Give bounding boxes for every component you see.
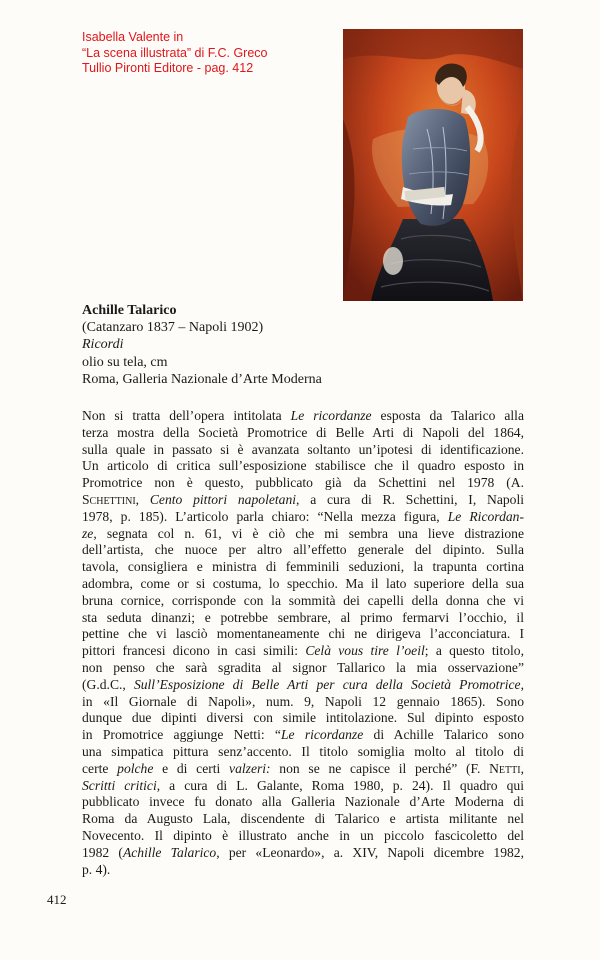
text-segment: e di certi (153, 760, 230, 776)
italic-text: polche (117, 760, 154, 776)
text-segment: sta seduta dinanzi; e potrebbe sembrare, al primo fermarvi l’occhio, il (82, 609, 524, 625)
italic-text: Sull’Esposizione di Belle Arti per cura della Società Promotrice (133, 676, 521, 692)
body-line (82, 828, 524, 845)
body-line (82, 744, 524, 761)
artwork-info (82, 302, 382, 388)
text-segment: una simpatica pittura senz’accento. Il titolo somiglia molto al titolo di (82, 743, 524, 759)
body-line (82, 509, 524, 526)
text-segment: dunque due dipinti diversi con simile intitolazione. Sul dipinto esposto (82, 710, 524, 726)
body-line (82, 576, 524, 593)
body-line (82, 643, 524, 660)
page-number: 412 (47, 892, 67, 907)
text-segment: non se ne capisce il perché” (F. (270, 760, 490, 776)
body-line (82, 677, 524, 694)
text-segment: Un articolo di critica sull’esposizione stabilisce che il quadro esposto in (82, 458, 524, 474)
text-segment: ; a questo titolo, (424, 643, 524, 659)
author-name: Netti (489, 760, 521, 776)
text-segment: , (520, 676, 524, 692)
text-segment: Non si tratta dell’opera intitolata (82, 408, 291, 423)
italic-text: Celà vous tire l’oeil (305, 643, 425, 659)
text-segment: , a cura di R. Schettini, I, Napoli (296, 491, 525, 507)
text-segment: adombra, come or si costuma, lo specchio. Ma il lato superiore della sua (82, 575, 524, 591)
artwork-artist: Achille Talarico (82, 303, 177, 318)
text-segment: 1978, p. 185). L’articolo parla chiaro: “Nella mezza figura, (82, 508, 448, 524)
artwork-location: Roma, Galleria Nazionale d’Arte Moderna (82, 371, 322, 387)
text-segment: , (520, 760, 524, 776)
text-segment: Novecento. Il dipinto è illustrato anche in un piccolo fascicoletto del (82, 827, 524, 843)
text-segment: Promotrice non è questo, pubblicato già da Schettini nel 1978 (A. (82, 475, 524, 491)
text-segment: non penso che sarà sgradita al signor Tallarico la mia osservazione” (82, 659, 524, 675)
text-segment: , per «Leonardo», a. XIV, Napoli dicembre 1982, (216, 844, 524, 860)
text-segment: bruna cornice, corrisponde con la sommità dei capelli della donna che vi (82, 592, 524, 608)
body-line (82, 526, 524, 543)
italic-text: Achille Talarico (122, 844, 217, 860)
text-segment: esposta da Talarico alla (371, 408, 524, 423)
body-line (82, 458, 524, 475)
painting-illustration (343, 29, 523, 301)
text-segment: (G.d.C., (82, 676, 134, 692)
body-line (82, 761, 524, 778)
body-line (82, 845, 524, 862)
body-line (82, 727, 524, 744)
body-line (82, 811, 524, 828)
text-segment: 1982 ( (82, 844, 123, 860)
text-segment: certe (82, 760, 118, 776)
body-line (82, 694, 524, 711)
author-name: Schettini (82, 491, 136, 507)
body-line (82, 862, 524, 879)
body-line (82, 626, 524, 643)
italic-text: valzeri: (229, 760, 271, 776)
artwork-dates: (Catanzaro 1837 – Napoli 1902) (82, 320, 264, 336)
body-line (82, 425, 524, 442)
body-line (82, 442, 524, 459)
text-segment: sulla quale in passato si è avanzata soltanto un’ipotesi di identificazione. (82, 441, 524, 457)
text-segment: terza mostra della Società Promotrice di Belle Arti di Napoli del 1864, (82, 424, 524, 440)
source-caption-line: Tullio Pironti Editore - pag. 412 (82, 61, 254, 75)
source-caption-line: Isabella Valente in (82, 30, 184, 44)
text-segment: , (135, 491, 150, 507)
body-paragraph (82, 408, 524, 878)
text-segment: in «Il Giornale di Napoli», num. 9, Napoli 12 gennaio 1865). Sono (82, 693, 524, 709)
text-segment: in Promotrice aggiunge Netti: “ (82, 727, 281, 743)
text-segment: Roma da Augusto Lala, discendente di Talarico e artista militante nel (82, 811, 524, 827)
text-segment: di Achille Talarico sono (363, 727, 524, 743)
body-line (82, 593, 524, 610)
italic-text: Le Ricordan- (447, 508, 524, 524)
source-caption-line: “La scena illustrata” di F.C. Greco (82, 45, 268, 60)
body-line (82, 542, 524, 559)
body-line (82, 794, 524, 811)
body-line (82, 610, 524, 627)
text-segment: pubblicato invece fu donato alla Galleria Nazionale d’Arte Moderna di (82, 794, 524, 810)
painting-image (343, 29, 523, 301)
text-segment: pittori francesi dicono in casi simili: (82, 643, 306, 659)
body-line (82, 475, 524, 492)
body-line (82, 492, 524, 509)
text-segment: , a cura di L. Galante, Roma 1980, p. 24). Il quadro qui (156, 777, 524, 793)
italic-text: Le ricordanze (280, 727, 364, 743)
body-line (82, 778, 524, 795)
source-caption (82, 30, 332, 77)
body-line (82, 559, 524, 576)
italic-text: Le ricordanze (290, 408, 372, 423)
artwork-medium: olio su tela, cm (82, 354, 168, 370)
text-segment: , segnata col n. 61, vi è ciò che mi sembra una lieve distrazione (93, 525, 524, 541)
text-segment: p. 4). (82, 861, 111, 877)
text-segment: tavola, consigliera e ministra di femminili seduzioni, la trapunta cortina (82, 559, 524, 575)
artwork-title: Ricordi (82, 337, 124, 353)
italic-text: Cento pittori napoletani (149, 491, 297, 507)
body-line (82, 660, 524, 677)
italic-text: Scritti critici (82, 777, 157, 793)
text-segment: dell’artista, che nuoce per altro all’effetto generale del dipinto. Sulla (82, 542, 524, 558)
body-line (82, 710, 524, 727)
text-segment: pettine che vi lasciò momentaneamente chi ne dirigeva l’acconciatura. I (82, 626, 524, 642)
body-line (82, 408, 524, 425)
italic-text: ze (82, 525, 94, 541)
